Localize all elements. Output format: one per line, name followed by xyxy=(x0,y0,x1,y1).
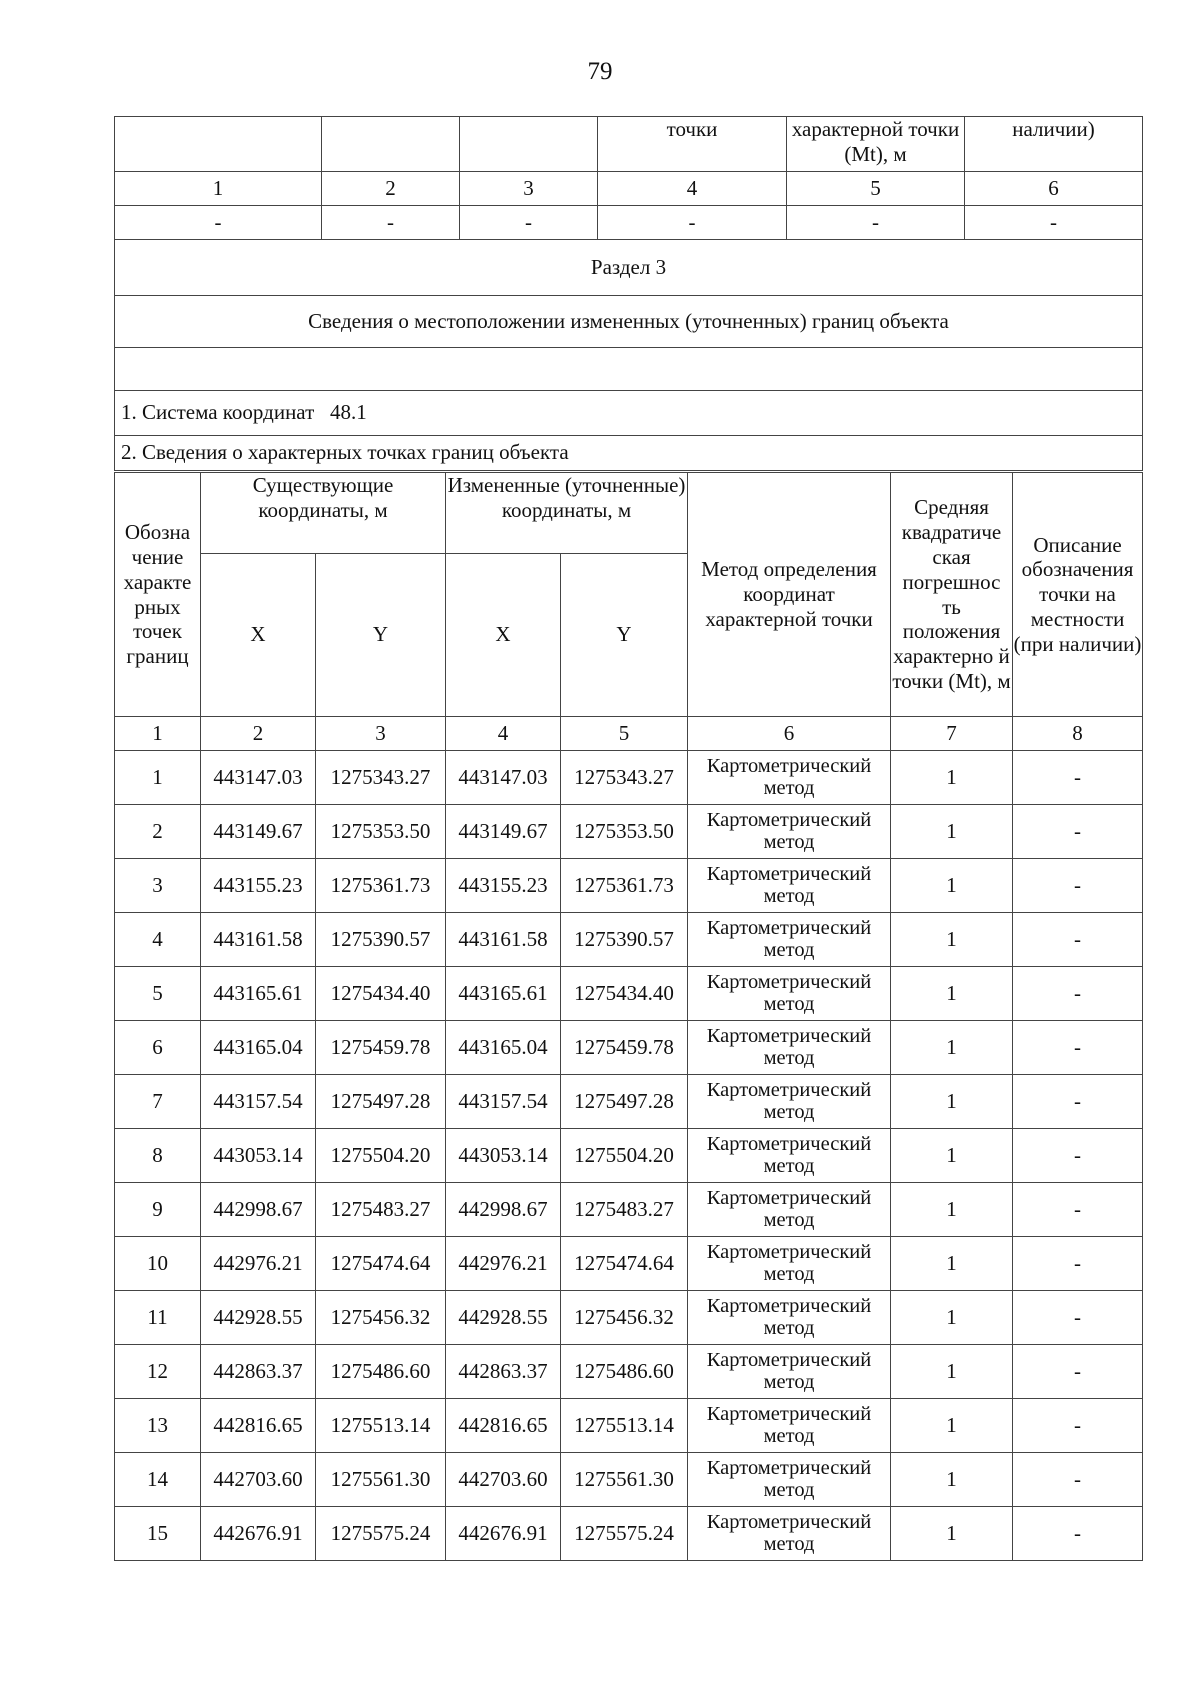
changed-x-header: X xyxy=(446,554,561,717)
existing-y: 1275390.57 xyxy=(316,913,446,967)
existing-coords-header: Существующие координаты, м xyxy=(201,473,446,554)
existing-y: 1275459.78 xyxy=(316,1021,446,1075)
table-row xyxy=(115,913,1143,967)
changed-y-header: Y xyxy=(561,554,688,717)
description-header: Описание обозначения точки на местности (при наличии) xyxy=(1013,473,1143,717)
existing-x: 442928.55 xyxy=(201,1291,316,1345)
description: - xyxy=(1013,1453,1143,1507)
point-number: 12 xyxy=(115,1345,201,1399)
existing-y-header: Y xyxy=(316,554,446,717)
existing-y: 1275343.27 xyxy=(316,751,446,805)
existing-x: 443147.03 xyxy=(201,751,316,805)
empty-data-row xyxy=(115,206,1143,240)
existing-x: 442976.21 xyxy=(201,1237,316,1291)
section-subtitle-row xyxy=(115,296,1143,348)
table-row xyxy=(115,859,1143,913)
changed-y: 1275343.27 xyxy=(561,751,688,805)
header-continuation-row xyxy=(115,117,1143,172)
column-number: 5 xyxy=(561,717,688,751)
accuracy-header: Средняя квадратиче ская погрешнос ть положения характерно й точки (Mt), м xyxy=(891,473,1013,717)
method: Картометрический метод xyxy=(688,1399,891,1453)
changed-x: 443165.61 xyxy=(446,967,561,1021)
description: - xyxy=(1013,913,1143,967)
designation-header: Обозна чение характе рных точек границ xyxy=(115,473,201,717)
header-cell xyxy=(322,117,460,172)
boundary-points-table xyxy=(114,472,1143,1561)
accuracy-mt: 1 xyxy=(891,1129,1013,1183)
method: Картометрический метод xyxy=(688,1237,891,1291)
dash-cell: - xyxy=(115,206,322,240)
existing-x: 443053.14 xyxy=(201,1129,316,1183)
existing-y: 1275434.40 xyxy=(316,967,446,1021)
method: Картометрический метод xyxy=(688,967,891,1021)
dash-cell: - xyxy=(460,206,598,240)
existing-x-header: X xyxy=(201,554,316,717)
method: Картометрический метод xyxy=(688,751,891,805)
existing-y: 1275497.28 xyxy=(316,1075,446,1129)
changed-y: 1275390.57 xyxy=(561,913,688,967)
accuracy-mt: 1 xyxy=(891,913,1013,967)
existing-x: 442863.37 xyxy=(201,1345,316,1399)
changed-x: 442703.60 xyxy=(446,1453,561,1507)
column-number: 1 xyxy=(115,717,201,751)
column-number: 6 xyxy=(965,172,1143,206)
changed-coords-header: Измененные (уточненные) координаты, м xyxy=(446,473,688,554)
table-row xyxy=(115,967,1143,1021)
point-number: 4 xyxy=(115,913,201,967)
accuracy-mt: 1 xyxy=(891,1507,1013,1561)
changed-y: 1275361.73 xyxy=(561,859,688,913)
existing-x: 443161.58 xyxy=(201,913,316,967)
accuracy-mt: 1 xyxy=(891,1345,1013,1399)
existing-x: 442816.65 xyxy=(201,1399,316,1453)
table-row xyxy=(115,1075,1143,1129)
page-number: 79 xyxy=(587,58,613,85)
dash-cell: - xyxy=(787,206,965,240)
description: - xyxy=(1013,751,1143,805)
points-header-row-1 xyxy=(115,473,1143,554)
changed-x: 443149.67 xyxy=(446,805,561,859)
point-number: 15 xyxy=(115,1507,201,1561)
accuracy-mt: 1 xyxy=(891,1399,1013,1453)
changed-y: 1275486.60 xyxy=(561,1345,688,1399)
changed-x: 443155.23 xyxy=(446,859,561,913)
column-number: 3 xyxy=(460,172,598,206)
changed-x: 442676.91 xyxy=(446,1507,561,1561)
accuracy-mt: 1 xyxy=(891,1237,1013,1291)
point-number: 5 xyxy=(115,967,201,1021)
carry-over-table xyxy=(114,116,1143,471)
point-number: 6 xyxy=(115,1021,201,1075)
existing-y: 1275575.24 xyxy=(316,1507,446,1561)
changed-y: 1275561.30 xyxy=(561,1453,688,1507)
dash-cell: - xyxy=(598,206,787,240)
existing-y: 1275361.73 xyxy=(316,859,446,913)
description: - xyxy=(1013,1291,1143,1345)
changed-y: 1275459.78 xyxy=(561,1021,688,1075)
coordinate-system-row xyxy=(115,391,1143,436)
point-number: 10 xyxy=(115,1237,201,1291)
column-number-row xyxy=(115,172,1143,206)
point-number: 1 xyxy=(115,751,201,805)
method: Картометрический метод xyxy=(688,1129,891,1183)
changed-x: 443165.04 xyxy=(446,1021,561,1075)
changed-x: 443161.58 xyxy=(446,913,561,967)
description: - xyxy=(1013,1183,1143,1237)
table-row xyxy=(115,1237,1143,1291)
header-cell xyxy=(115,117,322,172)
changed-y: 1275434.40 xyxy=(561,967,688,1021)
point-number: 3 xyxy=(115,859,201,913)
existing-y: 1275504.20 xyxy=(316,1129,446,1183)
header-cell: наличии) xyxy=(965,117,1143,172)
point-number: 9 xyxy=(115,1183,201,1237)
section-subtitle: Сведения о местоположении измененных (уточненных) границ объекта xyxy=(115,296,1143,348)
description: - xyxy=(1013,1399,1143,1453)
column-number: 8 xyxy=(1013,717,1143,751)
dash-cell: - xyxy=(965,206,1143,240)
accuracy-mt: 1 xyxy=(891,1021,1013,1075)
method: Картометрический метод xyxy=(688,1075,891,1129)
description: - xyxy=(1013,967,1143,1021)
changed-x: 442863.37 xyxy=(446,1345,561,1399)
point-number: 7 xyxy=(115,1075,201,1129)
points-caption-row xyxy=(115,436,1143,471)
changed-y: 1275353.50 xyxy=(561,805,688,859)
header-cell xyxy=(460,117,598,172)
section-title-row xyxy=(115,240,1143,296)
method: Картометрический метод xyxy=(688,1291,891,1345)
changed-x: 443147.03 xyxy=(446,751,561,805)
table-row xyxy=(115,1453,1143,1507)
accuracy-mt: 1 xyxy=(891,751,1013,805)
method: Картометрический метод xyxy=(688,1183,891,1237)
changed-y: 1275474.64 xyxy=(561,1237,688,1291)
column-number: 5 xyxy=(787,172,965,206)
existing-y: 1275486.60 xyxy=(316,1345,446,1399)
description: - xyxy=(1013,1021,1143,1075)
changed-y: 1275497.28 xyxy=(561,1075,688,1129)
dash-cell: - xyxy=(322,206,460,240)
table-row xyxy=(115,805,1143,859)
existing-x: 442703.60 xyxy=(201,1453,316,1507)
changed-y: 1275504.20 xyxy=(561,1129,688,1183)
existing-x: 443165.04 xyxy=(201,1021,316,1075)
changed-y: 1275575.24 xyxy=(561,1507,688,1561)
column-number: 2 xyxy=(322,172,460,206)
changed-y: 1275456.32 xyxy=(561,1291,688,1345)
accuracy-mt: 1 xyxy=(891,805,1013,859)
table-row xyxy=(115,751,1143,805)
accuracy-mt: 1 xyxy=(891,967,1013,1021)
table-row xyxy=(115,1345,1143,1399)
method: Картометрический метод xyxy=(688,859,891,913)
existing-y: 1275456.32 xyxy=(316,1291,446,1345)
existing-x: 443157.54 xyxy=(201,1075,316,1129)
description: - xyxy=(1013,1075,1143,1129)
method: Картометрический метод xyxy=(688,1345,891,1399)
header-cell: характерной точки (Mt), м xyxy=(787,117,965,172)
existing-y: 1275513.14 xyxy=(316,1399,446,1453)
point-number: 13 xyxy=(115,1399,201,1453)
point-number: 2 xyxy=(115,805,201,859)
existing-x: 443155.23 xyxy=(201,859,316,913)
table-row xyxy=(115,1021,1143,1075)
column-number: 4 xyxy=(446,717,561,751)
header-cell: точки xyxy=(598,117,787,172)
points-caption: 2. Сведения о характерных точках границ объекта xyxy=(115,436,1143,471)
table-row xyxy=(115,1291,1143,1345)
changed-x: 442816.65 xyxy=(446,1399,561,1453)
description: - xyxy=(1013,805,1143,859)
point-number: 11 xyxy=(115,1291,201,1345)
point-number: 8 xyxy=(115,1129,201,1183)
method: Картометрический метод xyxy=(688,1021,891,1075)
description: - xyxy=(1013,1237,1143,1291)
existing-y: 1275561.30 xyxy=(316,1453,446,1507)
existing-x: 442998.67 xyxy=(201,1183,316,1237)
accuracy-mt: 1 xyxy=(891,859,1013,913)
method: Картометрический метод xyxy=(688,1507,891,1561)
column-number: 7 xyxy=(891,717,1013,751)
existing-x: 443149.67 xyxy=(201,805,316,859)
changed-x: 442998.67 xyxy=(446,1183,561,1237)
column-number: 3 xyxy=(316,717,446,751)
existing-x: 443165.61 xyxy=(201,967,316,1021)
description: - xyxy=(1013,1507,1143,1561)
table-row xyxy=(115,1129,1143,1183)
existing-y: 1275353.50 xyxy=(316,805,446,859)
method: Картометрический метод xyxy=(688,805,891,859)
existing-x: 442676.91 xyxy=(201,1507,316,1561)
blank-row xyxy=(115,348,1143,391)
column-number: 6 xyxy=(688,717,891,751)
existing-y: 1275474.64 xyxy=(316,1237,446,1291)
accuracy-mt: 1 xyxy=(891,1075,1013,1129)
changed-x: 443157.54 xyxy=(446,1075,561,1129)
table-row xyxy=(115,1183,1143,1237)
table-row xyxy=(115,1507,1143,1561)
coordinate-system: 1. Система координат 48.1 xyxy=(115,391,1143,436)
changed-x: 442928.55 xyxy=(446,1291,561,1345)
method: Картометрический метод xyxy=(688,1453,891,1507)
method-header: Метод определения координат характерной точки xyxy=(688,473,891,717)
description: - xyxy=(1013,859,1143,913)
point-number: 14 xyxy=(115,1453,201,1507)
description: - xyxy=(1013,1345,1143,1399)
column-number: 1 xyxy=(115,172,322,206)
changed-y: 1275483.27 xyxy=(561,1183,688,1237)
column-number: 4 xyxy=(598,172,787,206)
blank-cell xyxy=(115,348,1143,391)
accuracy-mt: 1 xyxy=(891,1291,1013,1345)
changed-y: 1275513.14 xyxy=(561,1399,688,1453)
points-column-number-row xyxy=(115,717,1143,751)
changed-x: 442976.21 xyxy=(446,1237,561,1291)
points-body xyxy=(115,751,1143,1561)
accuracy-mt: 1 xyxy=(891,1453,1013,1507)
method: Картометрический метод xyxy=(688,913,891,967)
description: - xyxy=(1013,1129,1143,1183)
existing-y: 1275483.27 xyxy=(316,1183,446,1237)
section-title: Раздел 3 xyxy=(115,240,1143,296)
table-row xyxy=(115,1399,1143,1453)
column-number: 2 xyxy=(201,717,316,751)
changed-x: 443053.14 xyxy=(446,1129,561,1183)
accuracy-mt: 1 xyxy=(891,1183,1013,1237)
